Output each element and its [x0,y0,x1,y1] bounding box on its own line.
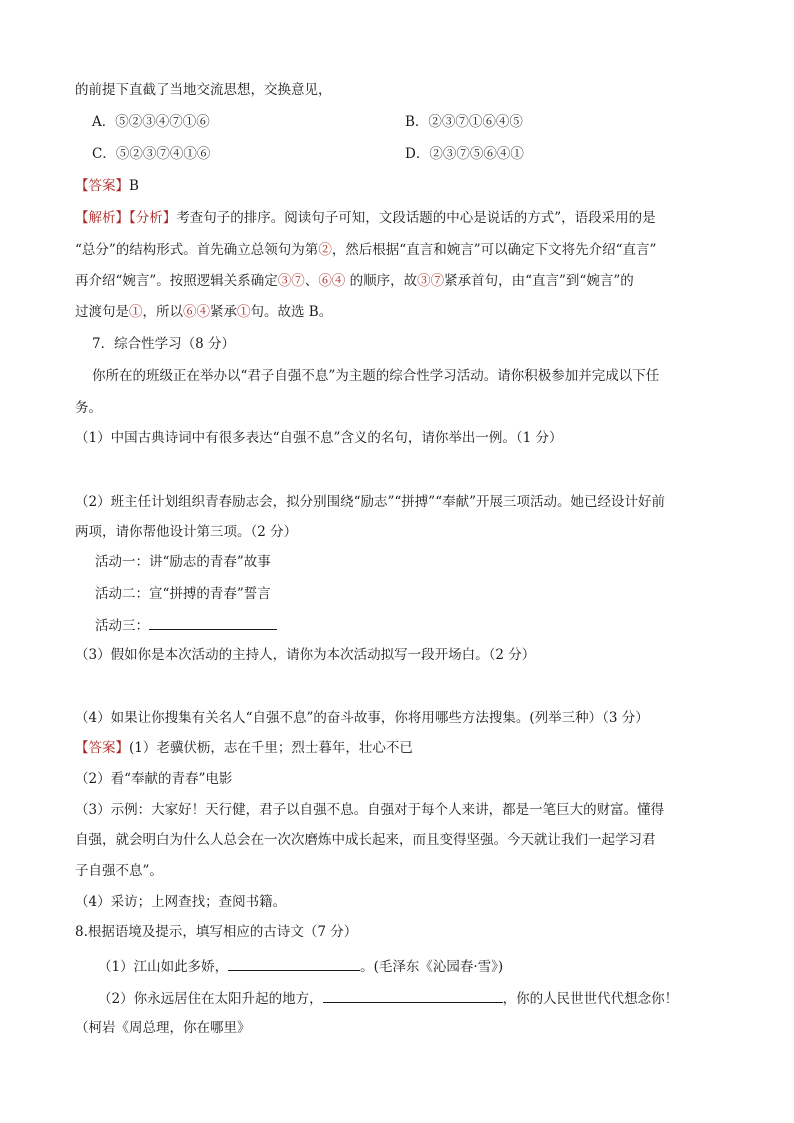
activity-3 [95,614,277,636]
answer-text: （3）示例：大家好！天行健，君子以自强不息。自强对于每个人来讲，都是一笔巨大的财富。懂得 [75,802,665,818]
question-8-source: （柯岩《周总理，你在哪里》 [75,1020,251,1036]
question-8-title: 8.根据语境及提示，填写相应的古诗文（7 分） [75,924,358,940]
analysis-text: 考查句子的排序。阅读句子可知，文段话题的中心是说话的方式”，语段采用的是 [176,210,656,226]
activity-1: 活动一：讲“励志的青春”故事 [95,554,271,570]
activity-2: 活动二：宣“拼搏的青春”誓言 [95,586,271,602]
question-7-part-3: （3）假如你是本次活动的主持人，请你为本次活动拟写一段开场白。（2 分） [75,647,536,663]
analysis-line [75,302,332,322]
question-8-part-2 [98,987,678,1009]
question-7-intro: 你所在的班级正在举办以“君子自强不息”为主题的综合性学习活动。请你积极参加并完成以下任 [92,368,660,384]
analysis-text: 句。故选 B。 [250,304,333,320]
answer-text: （4）采访；上网查找；查阅书籍。 [75,894,287,910]
analysis-text: 的顺序，故 [345,273,418,289]
question-7-part-2: （2）班主任计划组织青春励志会，拟分别围绕“励志”“拼搏”“奉献”开展三项活动。她已经设计好前 [75,494,665,510]
analysis-text: 、 [304,273,319,289]
question-7-part-4: （4）如果让你搜集有关名人“自强不息”的奋斗故事，你将用哪些方法搜集。(列举三种）（3 分） [75,710,649,726]
answer-blank[interactable] [228,955,360,971]
question-7-part-2: 两项，请你帮他设计第三项。（2 分） [75,524,298,540]
question-7-title: 7．综合性学习（8 分） [92,336,235,352]
analysis-text: ，然后根据“直言和婉言”可以确定下文将先介绍“直言” [331,242,657,258]
analysis-line [75,240,656,260]
answer-text: 子自强不息”。 [75,863,163,879]
question-text: （2）你永远居住在太阳升起的地方， [98,991,323,1007]
circled-number: ⑥④ [183,304,210,320]
answer-text: (1）老骥伏枥，志在千里；烈士暮年，壮心不已 [129,740,413,756]
activity-3-label: 活动三： [95,618,149,634]
option-a: A．⑤②③④⑦①⑥ [92,114,210,130]
question-8-part-1 [98,955,503,977]
answer-text: （2）看“奉献的青春”电影 [75,771,233,787]
question-7-part-1: （1）中国古典诗词中有很多表达“自强不息”含义的名句，请你举出一例。（1 分） [75,430,563,446]
circled-number: ② [318,242,332,258]
question-text: （1）江山如此多娇， [98,959,229,975]
question-7-intro: 务。 [75,400,102,416]
answer-line [75,176,139,196]
analysis-line [75,271,634,291]
question-text: 。(毛泽东《沁园春·雪》) [360,959,504,975]
analysis-text: 紧承 [210,304,237,320]
circled-number: ① [237,304,251,320]
analysis-text: ，所以 [142,304,183,320]
option-b: B．②③⑦①⑥④⑤ [405,114,523,130]
answer-tag: 【答案】 [75,740,129,756]
answer-blank[interactable] [323,987,503,1003]
answer-value: B [129,178,139,194]
circled-number: ③⑦ [277,273,305,289]
answer-blank[interactable] [149,614,277,630]
circled-number: ① [129,304,143,320]
answer-text: 自强，就会明白为什么人总会在一次次磨炼中成长起来，而且变得坚强。今天就让我们一起学习君 [75,832,656,848]
option-c: C．⑤②③⑦④①⑥ [92,146,211,162]
answer-tag: 【答案】 [75,178,129,194]
text-line: 的前提下直截了当地交流思想，交换意见， [75,82,332,98]
circled-number: ③⑦ [417,273,445,289]
analysis-text: 紧承首句，由“直言”到“婉言”的 [444,273,634,289]
analysis-tag: 【解析】【分析】 [75,210,177,226]
analysis-text: “总分”的结构形式。首先确立总领句为第 [75,242,319,258]
option-d: D．②③⑦⑤⑥④① [405,146,524,162]
analysis-text: 过渡句是 [75,304,129,320]
question-text: ，你的人民世世代代想念你！ [502,991,679,1007]
answer-line [75,738,413,758]
analysis-text: 再介绍“婉言”。按照逻辑关系确定 [75,273,278,289]
circled-number: ⑥④ [318,273,346,289]
analysis-line [75,208,656,228]
